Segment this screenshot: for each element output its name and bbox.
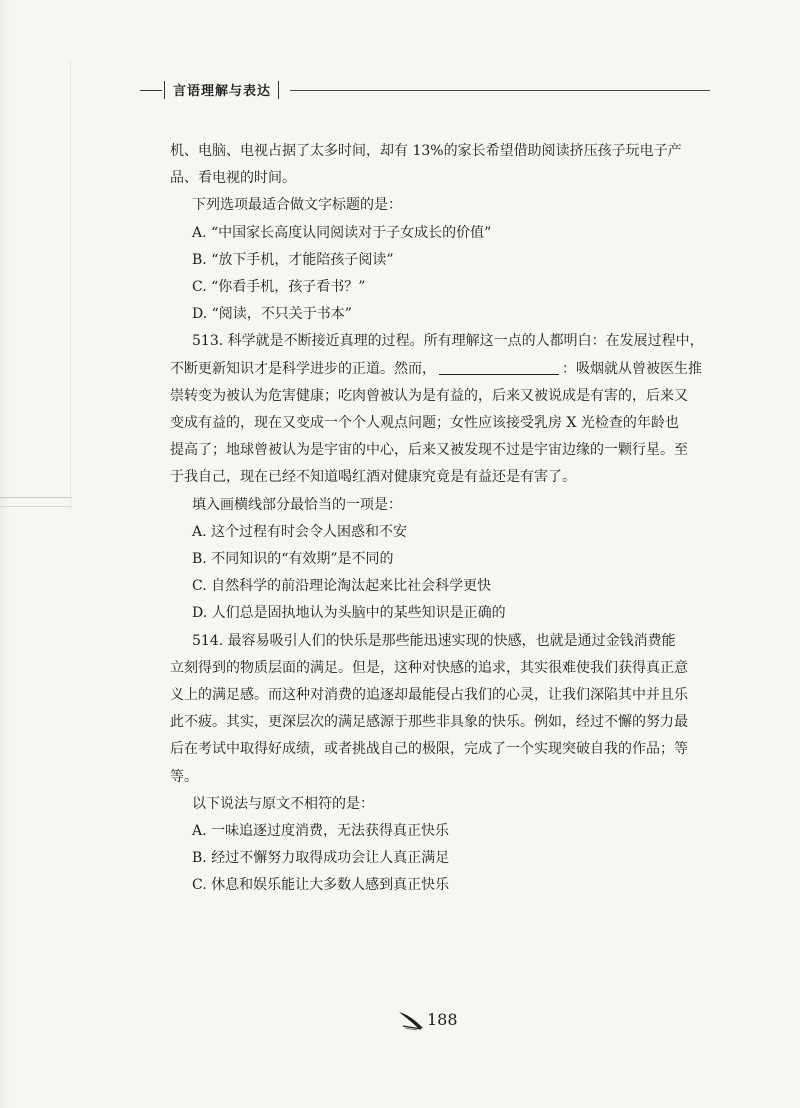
- option-b: B. 经过不懈努力取得成功会让人真正满足: [192, 850, 450, 867]
- question-513-start: 513. 科学就是不断接近真理的过程。所有理解这一点的人都明白：在发展过程中，: [192, 333, 704, 350]
- scan-artifact-line: [0, 497, 72, 498]
- question-prompt: 以下说法与原文不相符的是：: [192, 795, 374, 812]
- header-dash: [140, 90, 162, 91]
- running-header: [140, 78, 710, 98]
- option-c: C. “你看手机，孩子看书？”: [192, 279, 366, 296]
- question-514-start: 514. 最容易吸引人们的快乐是那些能迅速实现的快感，也就是通过金钱消费能: [192, 632, 676, 649]
- text-segment: ：吸烟就从曾被医生推: [562, 360, 702, 377]
- text-line: 此不疲。其实，更深层次的满足感源于那些非具象的快乐。例如，经过不懈的努力最: [170, 714, 688, 731]
- fill-in-blank: [439, 360, 559, 375]
- option-d: D. “阅读，不只关于书本”: [192, 306, 352, 323]
- text-line: 提高了；地球曾被认为是宇宙的中心，后来又被发现不过是宇宙边缘的一颗行星。至: [170, 442, 688, 459]
- option-b: B. 不同知识的“有效期”是不同的: [192, 551, 394, 568]
- option-c: C. 休息和娱乐能让大多数人感到真正快乐: [192, 877, 450, 894]
- text-line-with-blank: [170, 356, 730, 383]
- text-segment: 不断更新知识才是科学进步的正道。然而，: [170, 360, 436, 377]
- scan-artifact-line: [0, 506, 72, 507]
- page-number: 188: [427, 1010, 458, 1029]
- option-b: B. “放下手机，才能陪孩子阅读”: [192, 251, 394, 268]
- text-line: 后在考试中取得好成绩，或者挑战自己的极限，完成了一个实现突破自我的作品；等: [170, 741, 688, 758]
- header-divider: [164, 81, 165, 99]
- text-line: 义上的满足感。而这种对消费的追逐却最能侵占我们的心灵，让我们深陷其中并且乐: [170, 687, 688, 704]
- text-line: 崇转变为被认为危害健康；吃肉曾被认为是有益的，后来又被说成是有害的，后来又: [170, 387, 688, 404]
- text-line: 机、电脑、电视占据了太多时间，却有 13%的家长希望借助阅读挤压孩子玩电子产: [170, 143, 682, 159]
- scan-artifact-line: [70, 60, 71, 510]
- question-prompt: 下列选项最适合做文字标题的是：: [192, 197, 402, 214]
- text-line: 立刻得到的物质层面的满足。但是，这种对快感的追求，其实很难使我们获得真正意: [170, 659, 688, 676]
- scan-edge: [0, 0, 10, 1108]
- quill-pen-icon: [397, 1010, 427, 1032]
- section-title: 言语理解与表达: [173, 84, 272, 99]
- page-footer: [0, 1007, 800, 1037]
- text-line: 等。: [170, 768, 198, 785]
- option-a: A. “中国家长高度认同阅读对于子女成长的价值”: [192, 224, 492, 241]
- text-line: 变成有益的，现在又变成一个个人观点问题；女性应该接受乳房 X 光检查的年龄也: [170, 415, 679, 432]
- header-divider: [278, 81, 279, 99]
- option-a: A. 一味追逐过度消费，无法获得真正快乐: [192, 823, 450, 840]
- header-rule: [290, 90, 710, 91]
- text-line: 品、看电视的时间。: [170, 170, 296, 187]
- page-body: [170, 138, 730, 900]
- question-prompt: 填入画横线部分最恰当的一项是：: [192, 496, 402, 513]
- text-line: 于我自己，现在已经不知道喝红酒对健康究竟是有益还是有害了。: [170, 469, 576, 486]
- option-d: D. 人们总是固执地认为头脑中的某些知识是正确的: [192, 605, 506, 622]
- option-a: A. 这个过程有时会令人困惑和不安: [192, 523, 408, 540]
- option-c: C. 自然科学的前沿理论淘汰起来比社会科学更快: [192, 578, 492, 595]
